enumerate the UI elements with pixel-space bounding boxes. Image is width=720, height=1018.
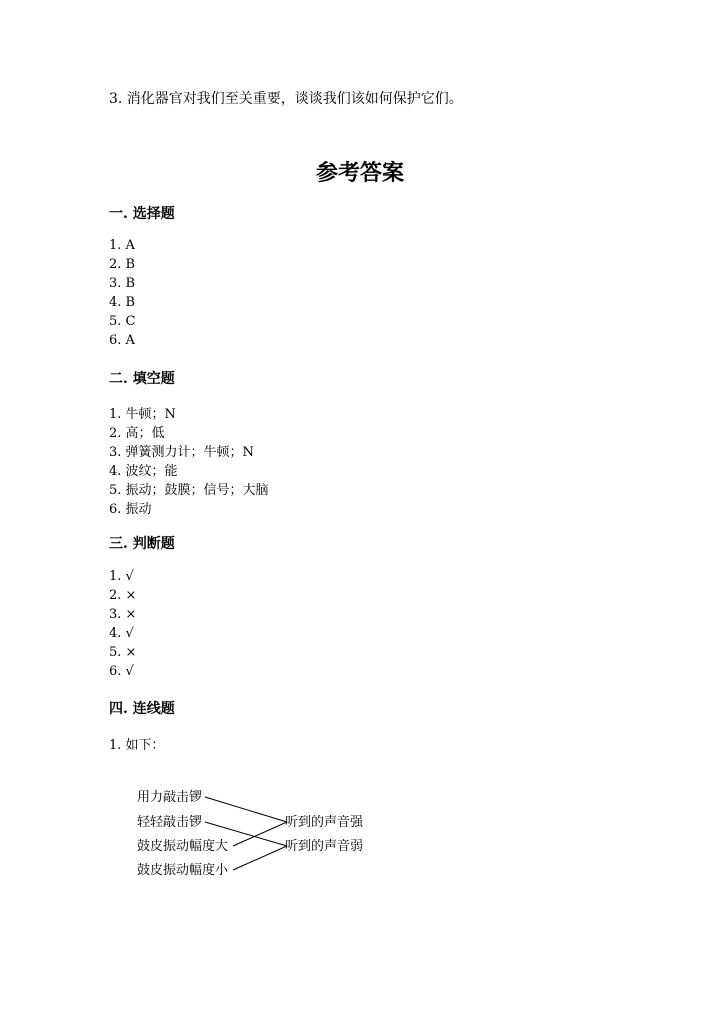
left-item-strong-strike: 用力敲击锣 bbox=[137, 790, 203, 805]
connection-line bbox=[205, 797, 287, 822]
answer-key-title: 参考答案 bbox=[315, 160, 404, 186]
answer-item: 6. √ bbox=[109, 664, 134, 679]
connection-line bbox=[233, 846, 287, 870]
section-heading-choice: 一. 选择题 bbox=[109, 206, 175, 222]
answer-item: 1. A bbox=[109, 238, 135, 253]
answer-item: 5. 振动；鼓膜；信号；大脑 bbox=[109, 483, 269, 498]
answer-item: 2. 高；低 bbox=[109, 426, 165, 441]
connection-line bbox=[233, 822, 287, 846]
left-item-small-amplitude: 鼓皮振动幅度小 bbox=[137, 863, 229, 878]
answer-item: 2. B bbox=[109, 257, 136, 272]
section-heading-judge: 三. 判断题 bbox=[109, 536, 175, 552]
answer-item: 3. B bbox=[109, 276, 136, 291]
answer-item: 3. × bbox=[109, 607, 137, 622]
answer-item: 4. B bbox=[109, 295, 136, 310]
answer-item: 5. C bbox=[109, 314, 136, 329]
section-heading-matching: 四. 连线题 bbox=[109, 701, 175, 717]
left-item-large-amplitude: 鼓皮振动幅度大 bbox=[137, 839, 229, 854]
right-item-sound-strong: 听到的声音强 bbox=[285, 815, 364, 830]
section-heading-fill-blank: 二. 填空题 bbox=[109, 371, 175, 387]
answer-item: 6. A bbox=[109, 333, 135, 348]
left-item-light-strike: 轻轻敲击锣 bbox=[137, 815, 203, 830]
answer-item: 2. × bbox=[109, 588, 137, 603]
right-item-sound-weak: 听到的声音弱 bbox=[285, 839, 364, 854]
answer-item: 4. 波纹；能 bbox=[109, 464, 178, 479]
answer-item: 1. 如下： bbox=[109, 738, 165, 753]
answer-item: 1. √ bbox=[109, 569, 134, 584]
answer-item: 1. 牛顿；N bbox=[109, 407, 176, 422]
answer-item: 6. 振动 bbox=[109, 502, 152, 517]
answer-item: 4. √ bbox=[109, 626, 134, 641]
question-3-text: 3. 消化器官对我们至关重要，谈谈我们该如何保护它们。 bbox=[109, 91, 463, 107]
answer-item: 5. × bbox=[109, 645, 137, 660]
answer-item: 3. 弹簧测力计；牛顿；N bbox=[109, 445, 254, 460]
connection-lines bbox=[205, 797, 287, 870]
